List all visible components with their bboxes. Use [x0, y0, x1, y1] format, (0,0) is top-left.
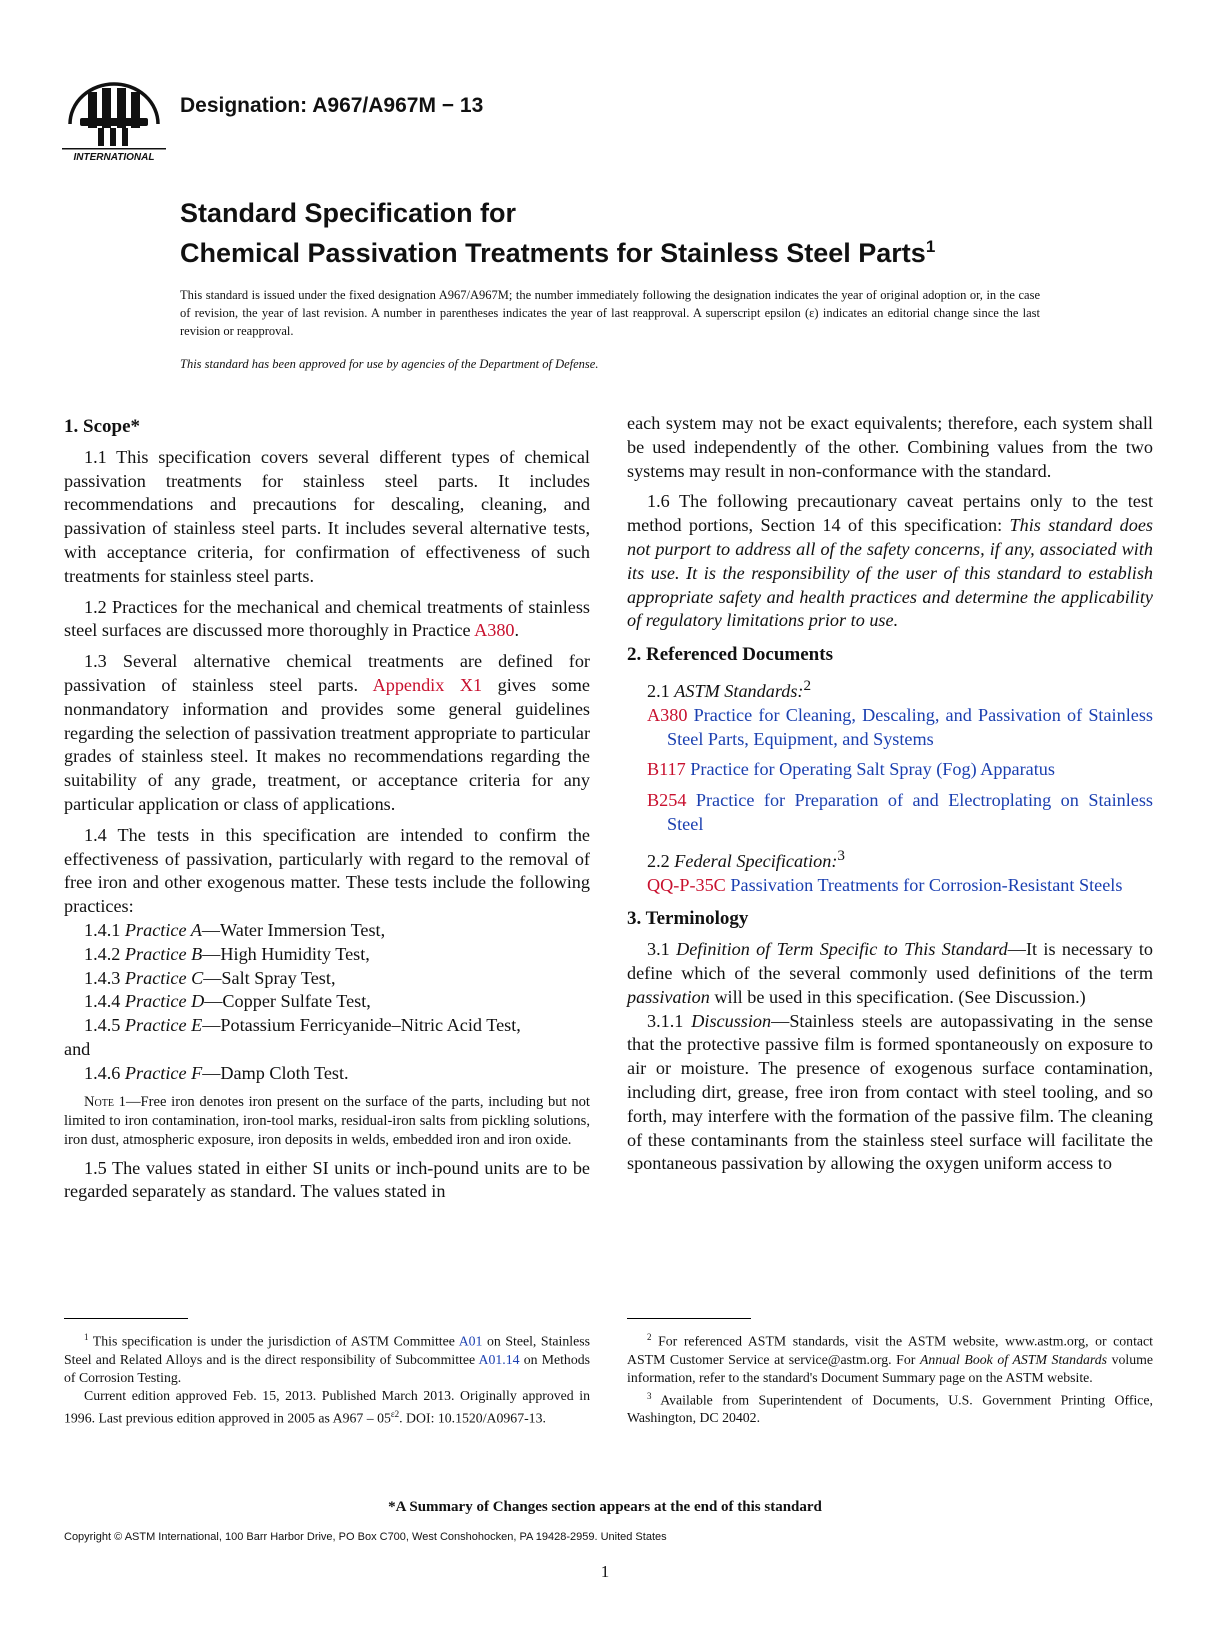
- paragraph-1-3: [64, 650, 590, 817]
- practice-description: —Damp Cloth Test.: [202, 1062, 349, 1083]
- safety-caveat: This standard does not purport to address all of the safety concerns, if any, associated with its use. It is the responsibility of the user of this standard to establish appropriate safety and health practices and determine the applicability of regulatory limitations prior to use.: [627, 515, 1153, 631]
- section-heading-terminology: 3. Terminology: [627, 908, 749, 930]
- footnote-1-edition: [64, 1387, 590, 1428]
- link-committee-a01[interactable]: A01: [458, 1333, 483, 1349]
- practice-item: [64, 990, 590, 1014]
- dod-note: This standard has been approved for use by agencies of the Department of Defense.: [180, 357, 599, 371]
- term-passivation: passivation: [627, 986, 710, 1007]
- astm-logo-icon: [62, 78, 166, 162]
- paragraph-1-5-continued: each system may not be exact equivalents; therefore, each system shall be used independently of the other. Combining values from the two systems may result in non-conformance with the standard.: [627, 413, 1153, 481]
- annual-book-title: Annual Book of ASTM Standards: [919, 1351, 1108, 1367]
- astm-standards-label: ASTM Standards:: [674, 681, 804, 702]
- practice-number: 1.4.1: [84, 919, 125, 940]
- title-line-1: Standard Specification for: [180, 198, 517, 228]
- paragraph-1-3-text: 1.3 Several alternative chemical treatments are defined for passivation of stainless steel parts.: [64, 651, 590, 695]
- practice-list-and: and: [64, 1038, 91, 1059]
- section-heading-scope: 1. Scope*: [64, 416, 140, 437]
- paragraph-1-6: [627, 490, 1153, 633]
- footnote-1-text-a: This specification is under the jurisdiction of ASTM Committee: [88, 1333, 459, 1349]
- note-label: Note: [84, 1093, 114, 1110]
- footnote-1-marker: 1: [84, 1332, 89, 1342]
- reference-qq-p-35c: [627, 874, 1153, 898]
- practice-name: Practice C: [124, 967, 204, 988]
- link-subcommittee-a01-14[interactable]: A01.14: [478, 1351, 520, 1367]
- reference-item: [627, 789, 1153, 837]
- paragraph-3-1-1: [627, 1010, 1153, 1177]
- paragraph-3-1-term: Definition of Term Specific to This Standard: [676, 939, 1008, 960]
- designation: Designation: A967/A967M − 13: [180, 94, 484, 117]
- practice-number: 1.4.3: [84, 967, 125, 988]
- title-line-2: [180, 230, 935, 270]
- reference-item: [627, 704, 1153, 752]
- section-heading-referenced-documents: 2. Referenced Documents: [627, 644, 833, 666]
- practice-item: [64, 943, 590, 967]
- footnote-ref-3[interactable]: 3: [837, 846, 845, 864]
- reference-title-qq-p-35c[interactable]: Passivation Treatments for Corrosion-Resistant Steels: [725, 874, 1123, 895]
- reference-list: [627, 704, 1153, 837]
- practice-item: [64, 967, 590, 991]
- footnote-3-marker: 3: [647, 1390, 652, 1401]
- footnote-1-text-b: on Steel, Stainless Steel and Related Alloys and is the direct responsibility of Subcommittee: [64, 1333, 590, 1367]
- footnote-rule-right: [627, 1318, 751, 1319]
- reference-code[interactable]: A380: [647, 704, 688, 725]
- footnote-2-text-a: For referenced ASTM standards, visit the ASTM website, www.astm.org, or contact ASTM Customer Service at service@astm.org. For: [627, 1333, 1153, 1367]
- note-text: 1—Free iron denotes iron present on the surface of the parts, including but not limited to iron contamination, iron-tool marks, residual-iron salts from pickling solutions, iron dust, atmospheric exposure, iron deposits in welds, embedded iron and iron oxide.: [64, 1093, 590, 1148]
- left-column: [64, 415, 590, 1211]
- paragraph-2-2-num: 2.2: [647, 850, 675, 871]
- paragraph-2-1: [627, 674, 1153, 704]
- discussion-label: Discussion: [691, 1010, 772, 1031]
- link-a380[interactable]: A380: [474, 620, 515, 641]
- practice-item: [64, 919, 590, 943]
- footnote-1: [64, 1328, 590, 1387]
- practice-list: [64, 919, 590, 1086]
- footnote-1-edition-text: Current edition approved Feb. 15, 2013. Published March 2013. Originally approved in 1996. Last previous edition approved in 2005 as A967 – 05: [64, 1387, 590, 1426]
- practice-number: 1.4.4: [84, 991, 125, 1012]
- issued-note: This standard is issued under the fixed designation A967/A967M; the number immediately following the designation indicates the year of original adoption or, in the case of revision, the year of last revision. A number in parentheses indicates the year of last reapproval. A superscript epsilon (ε) indicates an editorial change since the last revision or reapproval.: [180, 288, 1040, 338]
- paragraph-3-1-1-text: —Stainless steels are autopassivating in the sense that the protective passive film is formed spontaneously on exposure to air or moisture. The presence of exogenous surface contamination, including dirt, grease, free iron from contact with steel tooling, and so forth, may interfere with the formation of the passive film. The cleaning of these contaminants from the stainless steel surface will facilitate the spontaneous passivation by allowing the oxygen uniform access to: [627, 1010, 1154, 1174]
- practice-description: —Salt Spray Test,: [203, 967, 336, 988]
- paragraph-3-1: [627, 938, 1153, 1009]
- paragraph-3-1-text: —It is necessary to define which of the several commonly used definitions of the term: [627, 939, 1154, 984]
- title-footnote-ref[interactable]: 1: [925, 237, 936, 256]
- reference-title[interactable]: Practice for Preparation of and Electroplating on Stainless Steel: [667, 790, 1153, 835]
- paragraph-3-1-end: will be used in this specification. (See Discussion.): [709, 986, 1086, 1007]
- footnote-rule-left: [64, 1318, 188, 1319]
- paragraph-1-4: 1.4 The tests in this specification are intended to confirm the effectiveness of passivation, particularly with regard to the removal of free iron and other exogenous matter. These tests include the following practices:: [64, 824, 590, 917]
- paragraph-3-1-1-num: 3.1.1: [647, 1010, 692, 1031]
- practice-name: Practice B: [124, 943, 203, 964]
- paragraph-1-2: [64, 596, 590, 644]
- footnote-1-text-c: on Methods of Corrosion Testing.: [64, 1351, 590, 1385]
- practice-name: Practice D: [124, 991, 205, 1012]
- title-line-2-text: Chemical Passivation Treatments for Stainless Steel Parts: [180, 238, 926, 268]
- paragraph-3-1-num: 3.1: [647, 939, 677, 960]
- epsilon-superscript: ε2: [390, 1408, 400, 1419]
- practice-name: Practice F: [124, 1062, 203, 1083]
- paragraph-1-3-end: gives some nonmandatory information and provides some general guidelines regarding the selection of passivation treatment appropriate to particular grades of stainless steel. It makes no recommendations regarding the suitability of any grade, treatment, or acceptance criteria for any particular application or class of applications.: [64, 674, 590, 814]
- reference-title[interactable]: Practice for Cleaning, Descaling, and Passivation of Stainless Steel Parts, Equipment, and Systems: [667, 704, 1153, 749]
- reference-item: [627, 758, 1153, 782]
- reference-code[interactable]: B254: [647, 790, 687, 811]
- paragraph-1-1: 1.1 This specification covers several different types of chemical passivation treatments for stainless steel parts. It includes recommendations and precautions for descaling, cleaning, and passivation of stainless steel parts. It includes several alternative tests, with acceptance criteria, for confirmation of effectiveness of such treatments for stainless steel parts.: [64, 446, 590, 586]
- paragraph-1-2-text: 1.2 Practices for the mechanical and chemical treatments of stainless steel surfaces are discussed more thoroughly in Practice: [64, 596, 590, 641]
- footnote-3-text: Available from Superintendent of Documents, U.S. Government Printing Office, Washington, DC 20402.: [627, 1392, 1153, 1426]
- note-1: [64, 1093, 590, 1150]
- paragraph-2-2: [627, 844, 1153, 874]
- practice-description: —High Humidity Test,: [202, 943, 370, 964]
- reference-code[interactable]: B117: [647, 759, 686, 780]
- link-appendix-x1[interactable]: Appendix X1: [372, 674, 483, 695]
- practice-description: —Potassium Ferricyanide–Nitric Acid Test,: [202, 1015, 521, 1036]
- footnote-3: [627, 1387, 1153, 1428]
- practice-name: Practice E: [124, 1015, 203, 1036]
- reference-code-qq-p-35c[interactable]: QQ-P-35C: [647, 874, 726, 895]
- practice-item: [64, 1014, 590, 1038]
- footnotes-left: [64, 1328, 590, 1427]
- practice-number: 1.4.6: [84, 1062, 125, 1083]
- footnote-2: [627, 1328, 1153, 1387]
- practice-number: 1.4.2: [84, 943, 125, 964]
- right-column: [627, 412, 1153, 1183]
- paragraph-1-5: 1.5 The values stated in either SI units or inch-pound units are to be regarded separately as standard. The values stated in: [64, 1157, 590, 1202]
- paragraph-1-6-text: 1.6 The following precautionary caveat pertains only to the test method portions, Section 14 of this specification:: [627, 491, 1153, 536]
- footnote-ref-2[interactable]: 2: [803, 676, 812, 694]
- practice-name: Practice A: [124, 919, 202, 940]
- footnote-1-doi: . DOI: 10.1520/A0967-13.: [399, 1410, 546, 1426]
- summary-of-changes-note: *A Summary of Changes section appears at the end of this standard: [388, 1499, 822, 1515]
- federal-spec-label: Federal Specification:: [674, 850, 838, 871]
- footnote-2-marker: 2: [647, 1332, 652, 1342]
- paragraph-1-2-end: .: [514, 620, 520, 641]
- page-number: 1: [600, 1562, 610, 1581]
- practice-description: —Copper Sulfate Test,: [204, 991, 371, 1012]
- reference-title[interactable]: Practice for Operating Salt Spray (Fog) Apparatus: [685, 759, 1055, 780]
- footnote-2-text-b: volume information, refer to the standard's Document Summary page on the ASTM website.: [627, 1351, 1154, 1385]
- practice-description: —Water Immersion Test,: [201, 919, 386, 940]
- footnotes-right: [627, 1328, 1153, 1427]
- logo-text: INTERNATIONAL: [73, 152, 155, 162]
- practice-item: [64, 1062, 590, 1086]
- copyright-line: Copyright © ASTM International, 100 Barr Harbor Drive, PO Box C700, West Conshohocken, PA 19428-2959. United States: [64, 1531, 667, 1543]
- document-title: [180, 196, 935, 270]
- practice-number: 1.4.5: [84, 1015, 125, 1036]
- paragraph-2-1-num: 2.1: [647, 681, 675, 702]
